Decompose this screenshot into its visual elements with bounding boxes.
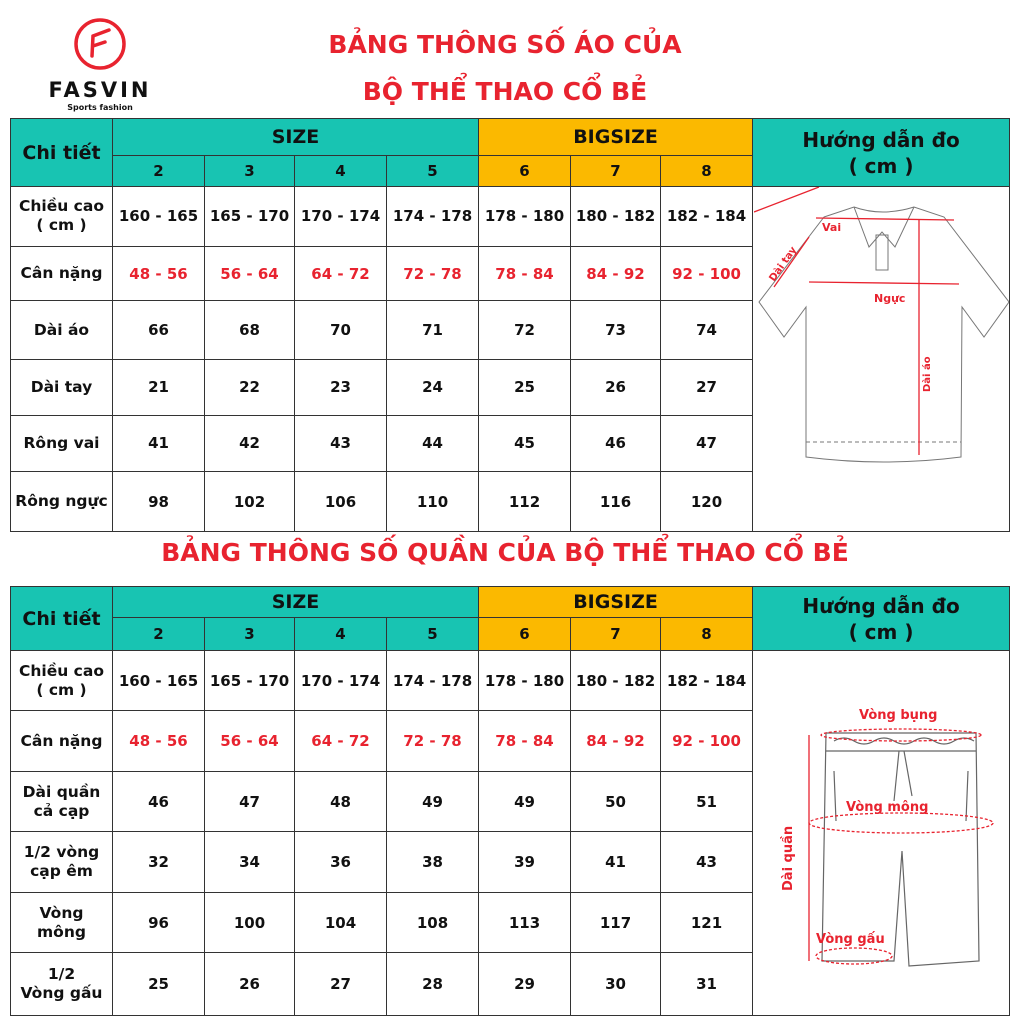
cell-value: 174 - 178 [387, 187, 479, 247]
cell-value: 25 [479, 359, 571, 415]
cell-value: 23 [295, 359, 387, 415]
cell-value: 117 [571, 892, 661, 952]
cell-value: 160 - 165 [113, 187, 205, 247]
size-header: SIZE [113, 119, 479, 156]
pants-size-table [10, 586, 1010, 1016]
label-length: Dài áo [921, 356, 933, 392]
cell-value: 46 [571, 415, 661, 472]
row-label: Vòng mông [11, 892, 113, 952]
label-chest: Ngực [873, 292, 905, 305]
cell-value: 25 [113, 953, 205, 1016]
cell-value: 39 [479, 832, 571, 892]
shirt-title-line1: BẢNG THÔNG SỐ ÁO CỦA [328, 30, 682, 59]
cell-value: 113 [479, 892, 571, 952]
guide-header [753, 587, 1010, 651]
cell-value: 174 - 178 [387, 651, 479, 711]
size-2: 2 [113, 156, 205, 187]
row-label: Chiều cao ( cm ) [11, 187, 113, 247]
guide-header [753, 119, 1010, 187]
cell-value: 165 - 170 [205, 651, 295, 711]
row-label: Chiều cao ( cm ) [11, 651, 113, 711]
shirt-size-table [10, 118, 1010, 532]
detail-header: Chi tiết [11, 119, 113, 187]
row-label: Dài tay [11, 359, 113, 415]
cell-value: 74 [661, 301, 753, 360]
size-6: 6 [479, 618, 571, 651]
cell-value: 72 - 78 [387, 711, 479, 771]
size-5: 5 [387, 156, 479, 187]
cell-value: 71 [387, 301, 479, 360]
row-label: Rông vai [11, 415, 113, 472]
size-4: 4 [295, 156, 387, 187]
cell-value: 64 - 72 [295, 246, 387, 301]
cell-value: 66 [113, 301, 205, 360]
cell-value: 28 [387, 953, 479, 1016]
cell-value: 96 [113, 892, 205, 952]
cell-value: 27 [295, 953, 387, 1016]
cell-value: 108 [387, 892, 479, 952]
cell-value: 36 [295, 832, 387, 892]
pants-title: BẢNG THÔNG SỐ QUẦN CỦA BỘ THỂ THAO CỔ BẺ [161, 538, 849, 567]
cell-value: 30 [571, 953, 661, 1016]
shirt-diagram [754, 187, 1009, 527]
cell-value: 170 - 174 [295, 187, 387, 247]
size-6: 6 [479, 156, 571, 187]
shirt-title-line2: BỘ THỂ THAO CỔ BẺ [362, 77, 648, 106]
cell-value: 27 [661, 359, 753, 415]
cell-value: 44 [387, 415, 479, 472]
cell-value: 116 [571, 472, 661, 532]
cell-value: 92 - 100 [661, 246, 753, 301]
guide-title: Hướng dẫn đo [802, 593, 960, 618]
cell-value: 45 [479, 415, 571, 472]
cell-value: 100 [205, 892, 295, 952]
cell-value: 50 [571, 771, 661, 831]
cell-value: 43 [295, 415, 387, 472]
cell-value: 182 - 184 [661, 187, 753, 247]
cell-value: 41 [113, 415, 205, 472]
detail-header: Chi tiết [11, 587, 113, 651]
size-8: 8 [661, 156, 753, 187]
cell-value: 26 [205, 953, 295, 1016]
cell-value: 78 - 84 [479, 246, 571, 301]
size-2: 2 [113, 618, 205, 651]
row-label: Dài áo [11, 301, 113, 360]
cell-value: 84 - 92 [571, 711, 661, 771]
row-label: Rông ngực [11, 472, 113, 532]
cell-value: 178 - 180 [479, 651, 571, 711]
cell-value: 78 - 84 [479, 711, 571, 771]
cell-value: 48 [295, 771, 387, 831]
cell-value: 98 [113, 472, 205, 532]
cell-value: 29 [479, 953, 571, 1016]
cell-value: 56 - 64 [205, 246, 295, 301]
cell-value: 24 [387, 359, 479, 415]
cell-value: 160 - 165 [113, 651, 205, 711]
cell-value: 47 [661, 415, 753, 472]
cell-value: 48 - 56 [113, 246, 205, 301]
cell-value: 170 - 174 [295, 651, 387, 711]
cell-value: 47 [205, 771, 295, 831]
table-row [11, 187, 1010, 247]
label-hem: Vòng gấu [815, 932, 885, 947]
fasvin-f-icon [65, 14, 135, 74]
cell-value: 21 [113, 359, 205, 415]
guide-unit: ( cm ) [848, 619, 914, 644]
cell-value: 43 [661, 832, 753, 892]
table-row [11, 651, 1010, 711]
brand-tagline: Sports fashion [67, 103, 133, 112]
label-hip: Vòng mông [845, 800, 928, 815]
guide-unit: ( cm ) [848, 153, 914, 178]
cell-value: 42 [205, 415, 295, 472]
cell-value: 31 [661, 953, 753, 1016]
size-8: 8 [661, 618, 753, 651]
cell-value: 70 [295, 301, 387, 360]
cell-value: 56 - 64 [205, 711, 295, 771]
cell-value: 22 [205, 359, 295, 415]
cell-value: 41 [571, 832, 661, 892]
label-length: Dài quần [780, 825, 796, 891]
size-4: 4 [295, 618, 387, 651]
cell-value: 26 [571, 359, 661, 415]
label-sleeve: Dài tay [766, 244, 799, 284]
cell-value: 34 [205, 832, 295, 892]
label-shoulder: Vai [821, 221, 841, 234]
row-label: Dài quần cả cạp [11, 771, 113, 831]
cell-value: 120 [661, 472, 753, 532]
cell-value: 121 [661, 892, 753, 952]
size-7: 7 [571, 618, 661, 651]
cell-value: 46 [113, 771, 205, 831]
cell-value: 182 - 184 [661, 651, 753, 711]
cell-value: 73 [571, 301, 661, 360]
fasvin-logo [40, 14, 160, 112]
cell-value: 110 [387, 472, 479, 532]
measure-guide-diagram [753, 187, 1010, 532]
cell-value: 51 [661, 771, 753, 831]
brand-name: FASVIN [48, 78, 152, 102]
cell-value: 102 [205, 472, 295, 532]
row-label: Cân nặng [11, 246, 113, 301]
cell-value: 68 [205, 301, 295, 360]
cell-value: 180 - 182 [571, 651, 661, 711]
label-waist: Vòng bụng [858, 708, 938, 723]
cell-value: 72 - 78 [387, 246, 479, 301]
bigsize-header: BIGSIZE [479, 119, 753, 156]
cell-value: 165 - 170 [205, 187, 295, 247]
guide-title: Hướng dẫn đo [802, 127, 960, 152]
cell-value: 84 - 92 [571, 246, 661, 301]
cell-value: 32 [113, 832, 205, 892]
size-3: 3 [205, 156, 295, 187]
cell-value: 48 - 56 [113, 711, 205, 771]
cell-value: 38 [387, 832, 479, 892]
row-label: Cân nặng [11, 711, 113, 771]
size-5: 5 [387, 618, 479, 651]
cell-value: 106 [295, 472, 387, 532]
bigsize-header: BIGSIZE [479, 587, 753, 618]
row-label: 1/2 Vòng gấu [11, 953, 113, 1016]
size-header: SIZE [113, 587, 479, 618]
cell-value: 72 [479, 301, 571, 360]
cell-value: 49 [387, 771, 479, 831]
size-7: 7 [571, 156, 661, 187]
cell-value: 180 - 182 [571, 187, 661, 247]
shorts-diagram [754, 651, 1009, 1011]
size-3: 3 [205, 618, 295, 651]
cell-value: 112 [479, 472, 571, 532]
cell-value: 64 - 72 [295, 711, 387, 771]
cell-value: 49 [479, 771, 571, 831]
measure-guide-diagram [753, 651, 1010, 1016]
cell-value: 178 - 180 [479, 187, 571, 247]
row-label: 1/2 vòng cạp êm [11, 832, 113, 892]
cell-value: 104 [295, 892, 387, 952]
cell-value: 92 - 100 [661, 711, 753, 771]
